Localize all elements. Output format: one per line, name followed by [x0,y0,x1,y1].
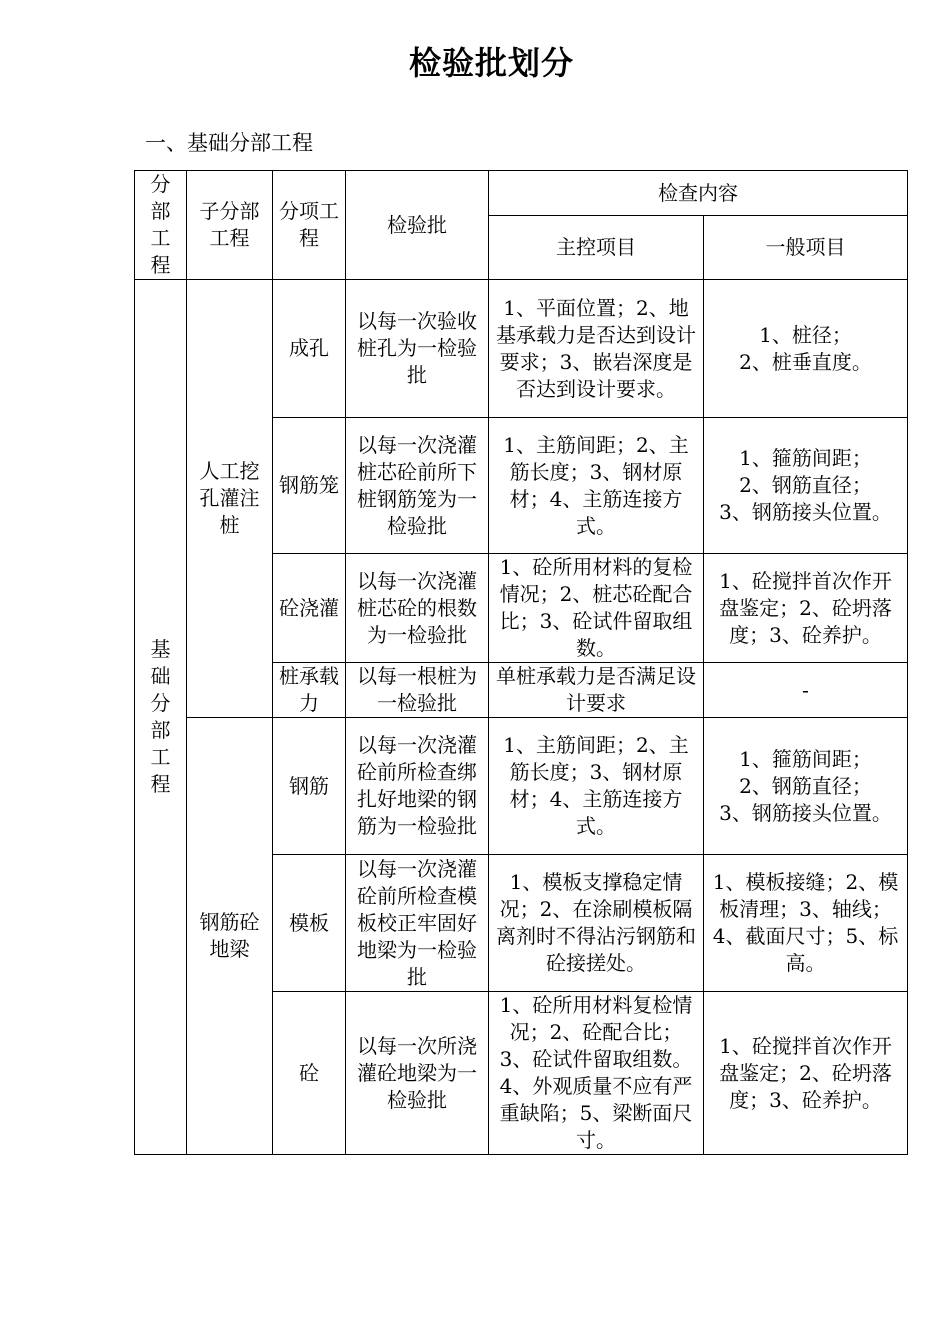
general-items-cell: 1、箍筋间距； 2、钢筋直径； 3、钢筋接头位置。 [704,418,908,554]
main-items-cell: 1、主筋间距；2、主筋长度；3、钢材原材；4、主筋连接方式。 [489,718,704,855]
batch-cell: 以每一根桩为一检验批 [346,663,489,718]
general-items-cell: - [704,663,908,718]
general-items-cell: 1、砼搅拌首次作开盘鉴定；2、砼坍落度；3、砼养护。 [704,554,908,663]
item-cell: 成孔 [273,280,346,418]
general-items-cell: 1、砼搅拌首次作开盘鉴定；2、砼坍落度；3、砼养护。 [704,992,908,1155]
header-main-items: 主控项目 [489,216,704,280]
batch-cell: 以每一次浇灌砼前所检查模板校正牢固好地梁为一检验批 [346,855,489,992]
item-cell: 模板 [273,855,346,992]
subdivision-cell: 钢筋砼地梁 [187,718,273,1155]
main-items-cell: 1、砼所用材料复检情况；2、砼配合比；3、砼试件留取组数。4、外观质量不应有严重缺陷；5、梁断面尺寸。 [489,992,704,1155]
header-item: 分项工程 [273,171,346,280]
header-batch: 检验批 [346,171,489,280]
section-heading: 一、基础分部工程 [145,131,313,155]
batch-cell: 以每一次验收桩孔为一检验批 [346,280,489,418]
main-items-cell: 1、平面位置；2、地基承载力是否达到设计要求；3、嵌岩深度是否达到设计要求。 [489,280,704,418]
inspection-batch-table [134,170,908,1155]
general-items-cell: 1、桩径； 2、桩垂直度。 [704,280,908,418]
batch-cell: 以每一次浇灌桩芯砼的根数为一检验批 [346,554,489,663]
table-row [135,718,908,855]
item-cell: 砼 [273,992,346,1155]
header-general-items: 一般项目 [704,216,908,280]
header-subdivision: 子分部工程 [187,171,273,280]
page-title: 检验批划分 [408,44,574,82]
item-cell: 钢筋 [273,718,346,855]
batch-cell: 以每一次所浇灌砼地梁为一检验批 [346,992,489,1155]
main-items-cell: 1、砼所用材料的复检情况；2、桩芯砼配合比；3、砼试件留取组数。 [489,554,704,663]
main-items-cell: 单桩承载力是否满足设计要求 [489,663,704,718]
main-items-cell: 1、模板支撑稳定情况；2、在涂刷模板隔离剂时不得沾污钢筋和砼接搓处。 [489,855,704,992]
main-items-cell: 1、主筋间距；2、主筋长度；3、钢材原材；4、主筋连接方式。 [489,418,704,554]
table-row [135,280,908,418]
general-items-cell: 1、模板接缝；2、模板清理；3、轴线；4、截面尺寸；5、标高。 [704,855,908,992]
item-cell: 钢筋笼 [273,418,346,554]
batch-cell: 以每一次浇灌桩芯砼前所下桩钢筋笼为一检验批 [346,418,489,554]
subdivision-cell: 人工挖孔灌注桩 [187,280,273,718]
division-cell: 基础分部工程 [135,280,187,1155]
item-cell: 砼浇灌 [273,554,346,663]
general-items-cell: 1、箍筋间距； 2、钢筋直径； 3、钢筋接头位置。 [704,718,908,855]
batch-cell: 以每一次浇灌砼前所检查绑扎好地梁的钢筋为一检验批 [346,718,489,855]
header-content: 检查内容 [489,171,908,216]
item-cell: 桩承载力 [273,663,346,718]
header-division: 分部工程 [135,171,187,280]
